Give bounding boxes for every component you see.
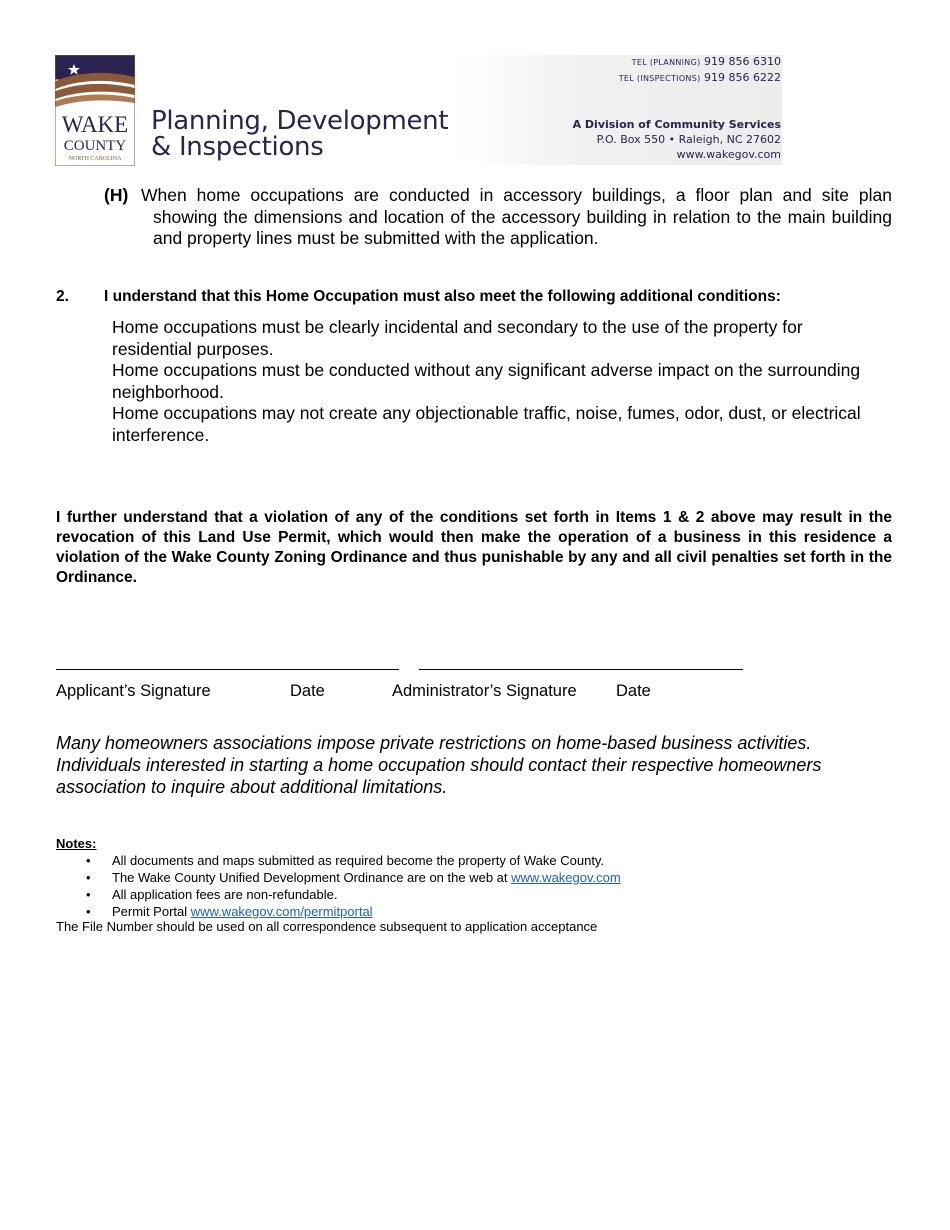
tel-planning-label: TEL (PLANNING): [631, 58, 701, 67]
notes-heading: Notes:: [56, 836, 97, 851]
note-item: [56, 903, 856, 920]
tel-inspections-label: TEL (INSPECTIONS): [618, 74, 701, 83]
condition-item: Home occupations must be clearly incidental and secondary to the use of the property for residential purposes.: [112, 317, 803, 359]
violation-statement: I further understand that a violation of any of the conditions set forth in Items 1 & 2 above may result in the revocation of this Land Use Permit, which would then make the operation of a business in this residence a violation of the Wake County Zoning Ordinance and thus punishable by any and all civil penalties set forth in the Ordinance.: [56, 509, 892, 586]
department-name-line1: Planning, Development: [151, 106, 449, 136]
applicant-signature-label: Applicant’s Signature: [56, 682, 211, 700]
note-text: All documents and maps submitted as required become the property of Wake County.: [112, 853, 605, 868]
wakegov-link[interactable]: www.wakegov.com: [511, 870, 621, 885]
file-number-note: The File Number should be used on all correspondence subsequent to application acceptance: [56, 919, 598, 934]
department-name: [151, 108, 448, 160]
mailing-address: P.O. Box 550 • Raleigh, NC 27602: [596, 133, 781, 146]
note-item: [56, 852, 856, 869]
contact-phones: [619, 54, 781, 86]
tel-planning: 919 856 6310: [704, 55, 781, 68]
logo-text-county: COUNTY: [63, 138, 127, 154]
section-2-heading: I understand that this Home Occupation must also meet the following additional conditions:: [104, 288, 781, 305]
tel-inspections: 919 856 6222: [704, 71, 781, 84]
division-name: A Division of Community Services: [572, 118, 781, 131]
conditions-list: [112, 317, 882, 446]
condition-item: Home occupations must be conducted without any significant adverse impact on the surrounding neighborhood.: [112, 360, 861, 402]
department-name-line2: & Inspections: [151, 132, 324, 162]
administrator-signature-label: Administrator’s Signature: [392, 682, 577, 700]
section-2-number: 2.: [56, 288, 69, 305]
note-item: [56, 886, 856, 903]
item-h-marker: (H): [104, 185, 129, 205]
bullet-icon: •: [86, 887, 91, 902]
condition-item: Home occupations may not create any objectionable traffic, noise, fumes, odor, dust, or electrical interference.: [112, 403, 861, 445]
note-text: All application fees are non-refundable.: [112, 887, 338, 902]
applicant-signature-line[interactable]: [56, 669, 399, 670]
note-item: [56, 869, 856, 886]
notes-list: [56, 852, 856, 920]
logo-text-state: NORTH CAROLINA: [68, 156, 122, 162]
permit-portal-link[interactable]: www.wakegov.com/permitportal: [190, 904, 373, 919]
contact-address: [573, 117, 781, 162]
wake-county-logo: [55, 55, 135, 166]
item-h-text: When home occupations are conducted in accessory buildings, a floor plan and site plan showing the dimensions and location of the accessory building in relation to the main building and property lines must be submitted with the application.: [141, 185, 892, 248]
item-h: [104, 185, 892, 250]
note-text: Permit Portal: [112, 904, 191, 919]
bullet-icon: •: [86, 870, 91, 885]
bullet-icon: •: [86, 853, 91, 868]
administrator-date-label: Date: [616, 682, 651, 700]
applicant-date-label: Date: [290, 682, 325, 700]
hoa-notice: Many homeowners associations impose private restrictions on home-based business activities. Individuals interested in starting a home occupation should contact their respective homeowners association to inquire about additional limitations.: [56, 733, 822, 797]
bullet-icon: •: [86, 904, 91, 919]
logo-text-wake: WAKE: [61, 112, 129, 137]
note-text: The Wake County Unified Development Ordinance are on the web at: [112, 870, 512, 885]
administrator-signature-line[interactable]: [419, 669, 743, 670]
header-website: www.wakegov.com: [676, 148, 781, 161]
